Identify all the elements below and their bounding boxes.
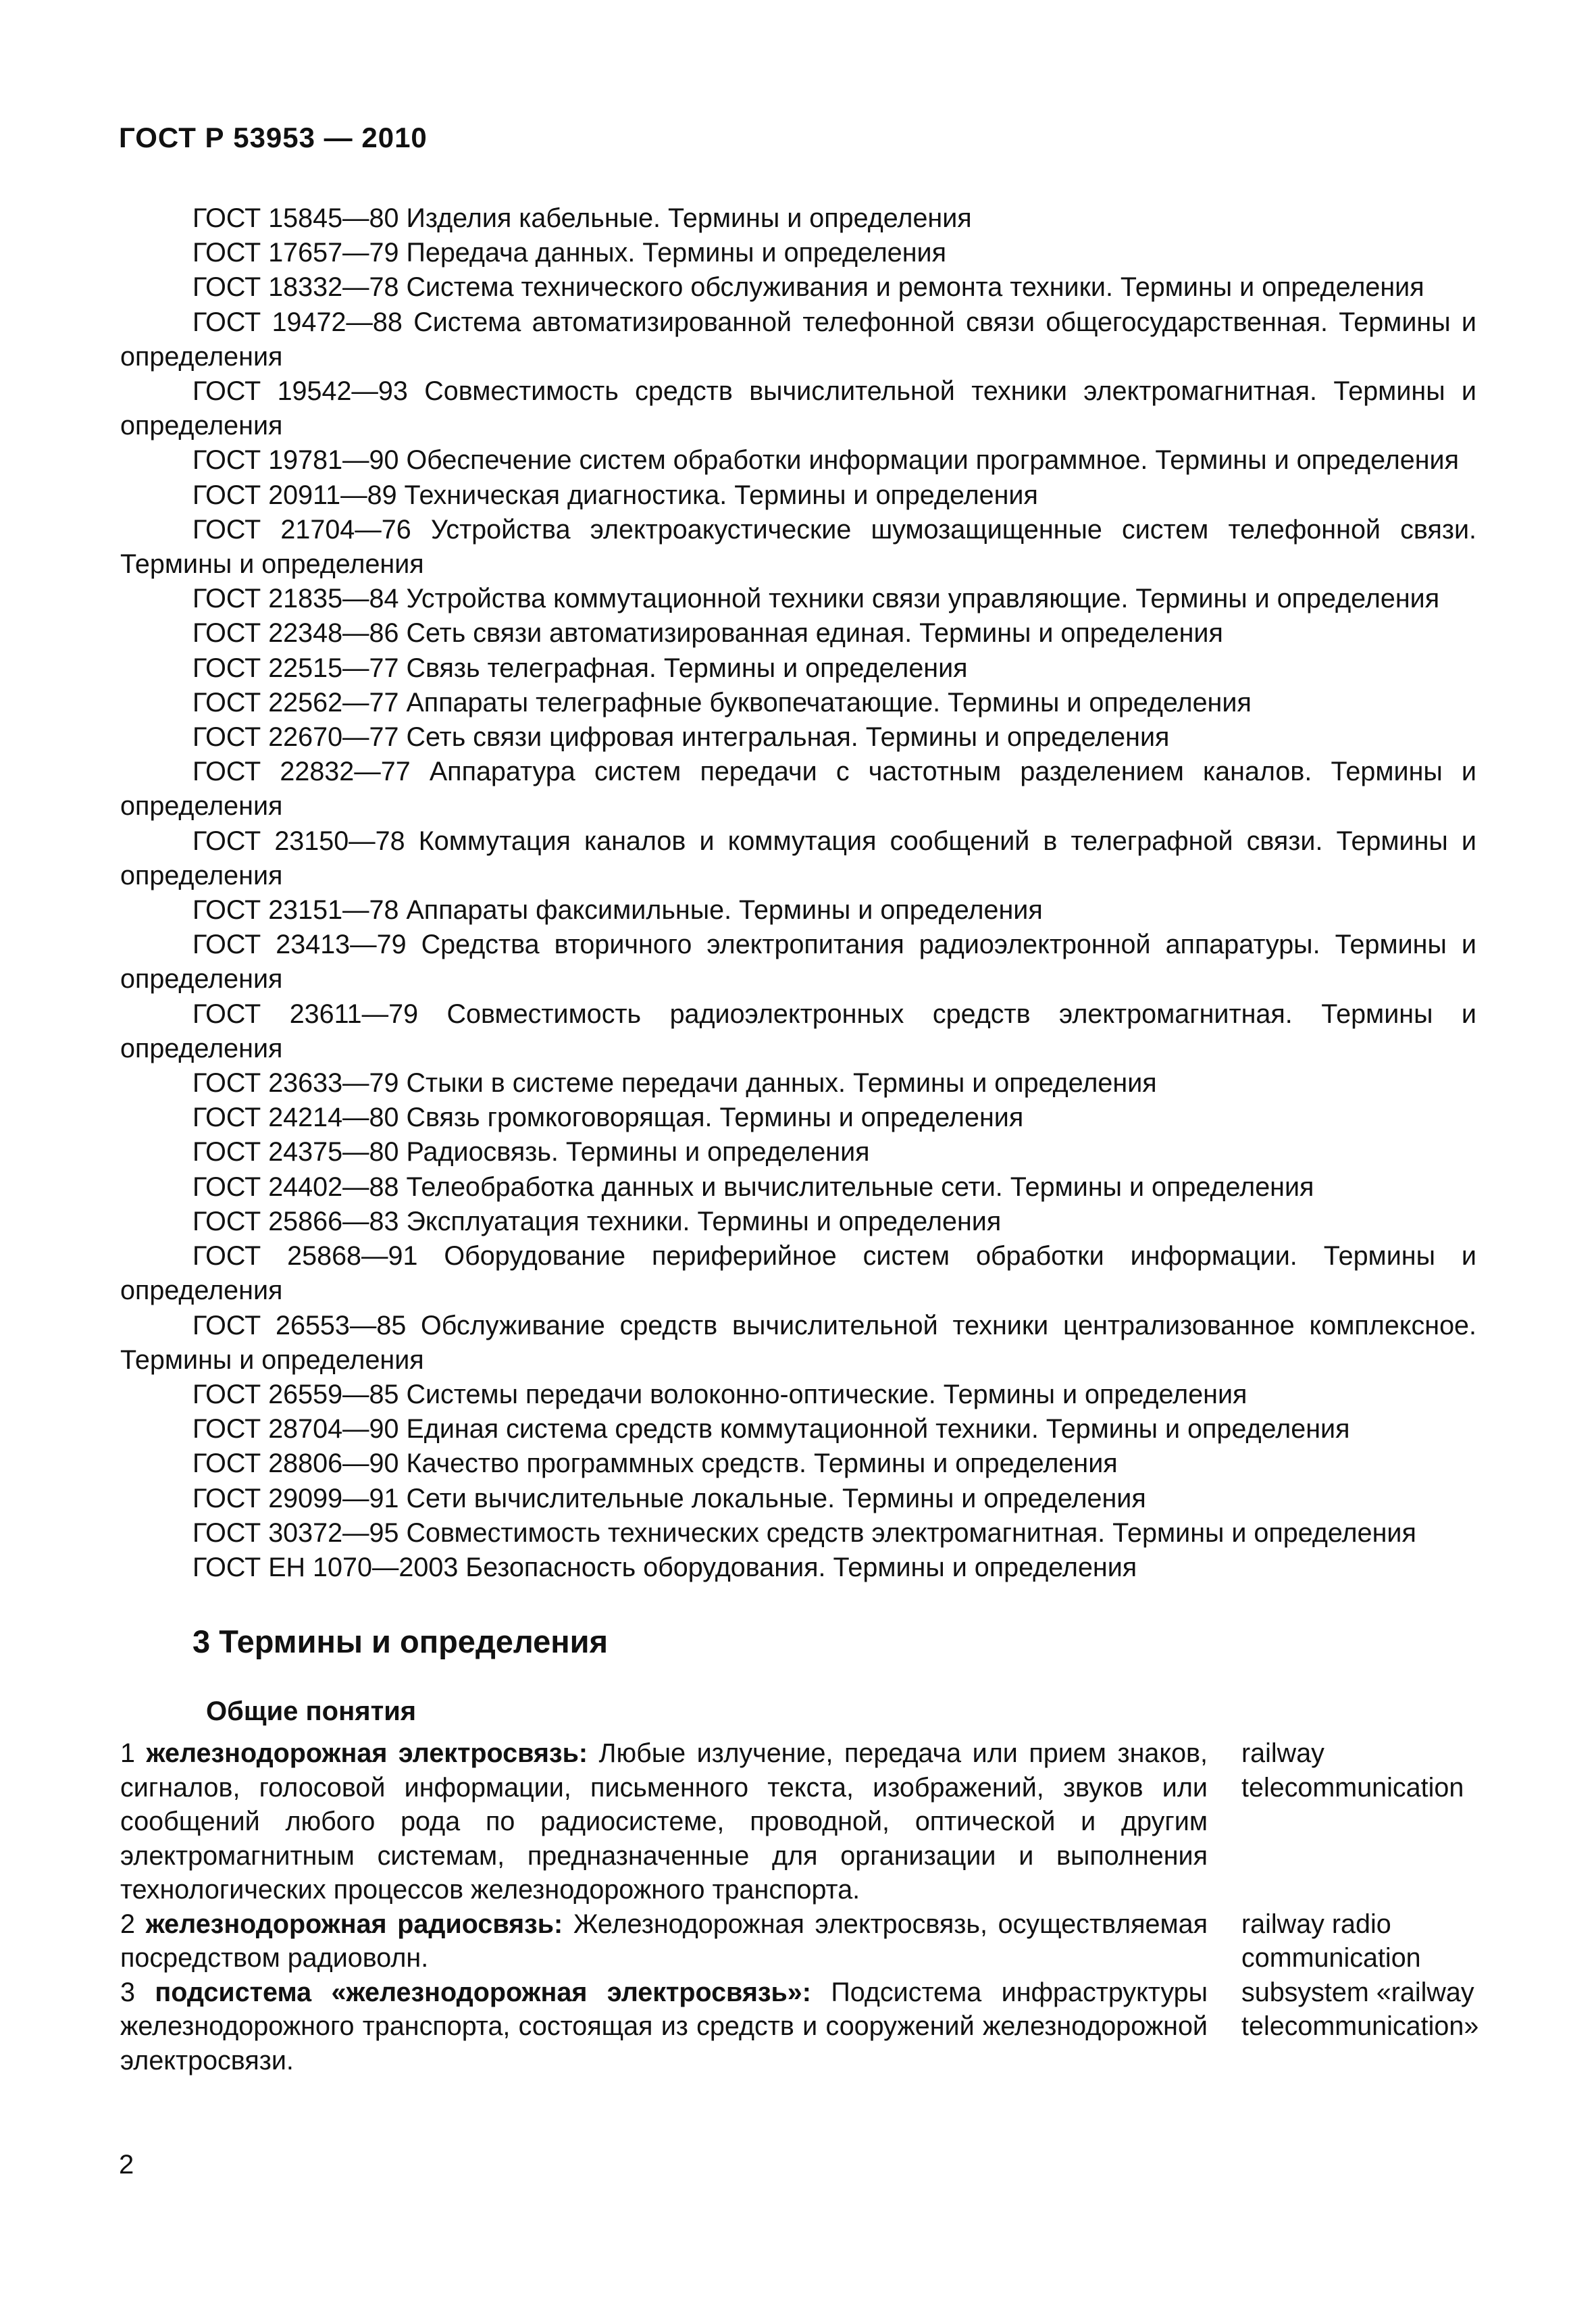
reference-item: ГОСТ 22832—77 Аппаратура систем передачи с частотным разделением каналов. Термины и определения bbox=[120, 757, 1476, 822]
subsection-title: Общие понятия bbox=[206, 1696, 417, 1726]
reference-item: ГОСТ 22670—77 Сеть связи цифровая интегральная. Термины и определения bbox=[192, 722, 1170, 753]
reference-item: ГОСТ 25868—91 Оборудование периферийное систем обработки информации. Термины и определения bbox=[120, 1241, 1476, 1306]
terms-list bbox=[120, 1736, 1485, 2078]
section-title: 3 Термины и определения bbox=[192, 1624, 608, 1659]
reference-item: ГОСТ 19472—88 Система автоматизированной телефонной связи общегосударственная. Термины и определения bbox=[120, 307, 1476, 372]
reference-item: ГОСТ 21835—84 Устройства коммутационной техники связи управляющие. Термины и определения bbox=[192, 584, 1440, 614]
term-english: railway radio communication bbox=[1241, 1909, 1421, 1973]
reference-item: ГОСТ 17657—79 Передача данных. Термины и определения bbox=[192, 238, 946, 268]
reference-item: ГОСТ 19542—93 Совместимость средств вычислительной техники электромагнитная. Термины и определения bbox=[120, 376, 1476, 441]
term-definition-block bbox=[120, 1907, 1208, 1976]
term-word: железнодорожная электросвязь: bbox=[146, 1738, 588, 1768]
reference-item: ГОСТ 22515—77 Связь телеграфная. Термины и определения bbox=[192, 653, 968, 683]
reference-item: ГОСТ 30372—95 Совместимость технических средств электромагнитная. Термины и определения bbox=[192, 1517, 1416, 1548]
reference-item: ГОСТ 15845—80 Изделия кабельные. Термины и определения bbox=[192, 203, 972, 233]
normative-references-list bbox=[120, 201, 1476, 1585]
term-entry bbox=[120, 1976, 1485, 2078]
reference-item: ГОСТ 22348—86 Сеть связи автоматизированная единая. Термины и определения bbox=[192, 618, 1223, 649]
reference-item: ГОСТ 26559—85 Системы передачи волоконно-оптические. Термины и определения bbox=[192, 1379, 1247, 1409]
term-english: subsystem «railway telecommunication» bbox=[1241, 1977, 1479, 2041]
term-definition: Железнодорожная электросвязь, осуществляемая посредством радиоволн. bbox=[120, 1909, 1208, 1973]
term-english: railway telecommunication bbox=[1241, 1738, 1464, 1803]
reference-item: ГОСТ 23633—79 Стыки в системе передачи данных. Термины и определения bbox=[192, 1068, 1157, 1099]
term-number: 3 bbox=[120, 1977, 135, 2007]
reference-item: ГОСТ ЕН 1070—2003 Безопасность оборудования. Термины и определения bbox=[192, 1552, 1137, 1582]
reference-item: ГОСТ 24402—88 Телеобработка данных и вычислительные сети. Термины и определения bbox=[192, 1172, 1314, 1202]
reference-item: ГОСТ 24375—80 Радиосвязь. Термины и определения bbox=[192, 1137, 870, 1167]
term-word: подсистема «железнодорожная электросвязь»: bbox=[155, 1977, 811, 2007]
document-header: ГОСТ Р 53953 — 2010 bbox=[119, 122, 428, 153]
term-definition-block bbox=[120, 1736, 1208, 1907]
reference-item: ГОСТ 28704—90 Единая система средств коммутационной техники. Термины и определения bbox=[192, 1414, 1350, 1444]
reference-item: ГОСТ 18332—78 Система технического обслуживания и ремонта техники. Термины и определения bbox=[192, 272, 1424, 303]
reference-item: ГОСТ 20911—89 Техническая диагностика. Термины и определения bbox=[192, 480, 1038, 510]
reference-item: ГОСТ 23150—78 Коммутация каналов и коммутация сообщений в телеграфной связи. Термины и определения bbox=[120, 826, 1476, 890]
reference-item: ГОСТ 19781—90 Обеспечение систем обработки информации программное. Термины и определения bbox=[192, 445, 1460, 476]
reference-item: ГОСТ 26553—85 Обслуживание средств вычислительной техники централизованное комплексное. Термины и определения bbox=[120, 1310, 1476, 1375]
reference-item: ГОСТ 23413—79 Средства вторичного электропитания радиоэлектронной аппаратуры. Термины и определения bbox=[120, 930, 1476, 995]
page-number: 2 bbox=[119, 2150, 134, 2180]
reference-item: ГОСТ 23611—79 Совместимость радиоэлектронных средств электромагнитная. Термины и определения bbox=[120, 999, 1476, 1063]
term-word: железнодорожная радиосвязь: bbox=[145, 1909, 563, 1939]
reference-item: ГОСТ 23151—78 Аппараты факсимильные. Термины и определения bbox=[192, 895, 1043, 926]
reference-item: ГОСТ 29099—91 Сети вычислительные локальные. Термины и определения bbox=[192, 1483, 1146, 1513]
term-definition: Любые излучение, передача или прием знаков, сигналов, голосовой информации, письменного текста, изображений, звуков или сообщений любого рода по радиосистеме, проводной, оптической и другим электромагнитным системам, предназначенные для организации и выполнения технологических процессов железнодорожного транспорта. bbox=[120, 1738, 1208, 1905]
term-definition: Подсистема инфраструктуры железнодорожного транспорта, состоящая из средств и сооружений железнодорожной электросвязи. bbox=[120, 1977, 1208, 2076]
term-number: 1 bbox=[120, 1738, 135, 1768]
reference-item: ГОСТ 22562—77 Аппараты телеграфные буквопечатающие. Термины и определения bbox=[192, 687, 1252, 718]
reference-item: ГОСТ 24214—80 Связь громкоговорящая. Термины и определения bbox=[192, 1103, 1024, 1133]
term-definition-block bbox=[120, 1976, 1208, 2078]
reference-item: ГОСТ 28806—90 Качество программных средств. Термины и определения bbox=[192, 1449, 1118, 1479]
reference-item: ГОСТ 25866—83 Эксплуатация техники. Термины и определения bbox=[192, 1206, 1002, 1236]
reference-item: ГОСТ 21704—76 Устройства электроакустические шумозащищенные систем телефонной связи. Термины и определения bbox=[120, 514, 1476, 580]
term-entry bbox=[120, 1736, 1485, 1907]
term-entry bbox=[120, 1907, 1485, 1976]
term-number: 2 bbox=[120, 1909, 135, 1939]
